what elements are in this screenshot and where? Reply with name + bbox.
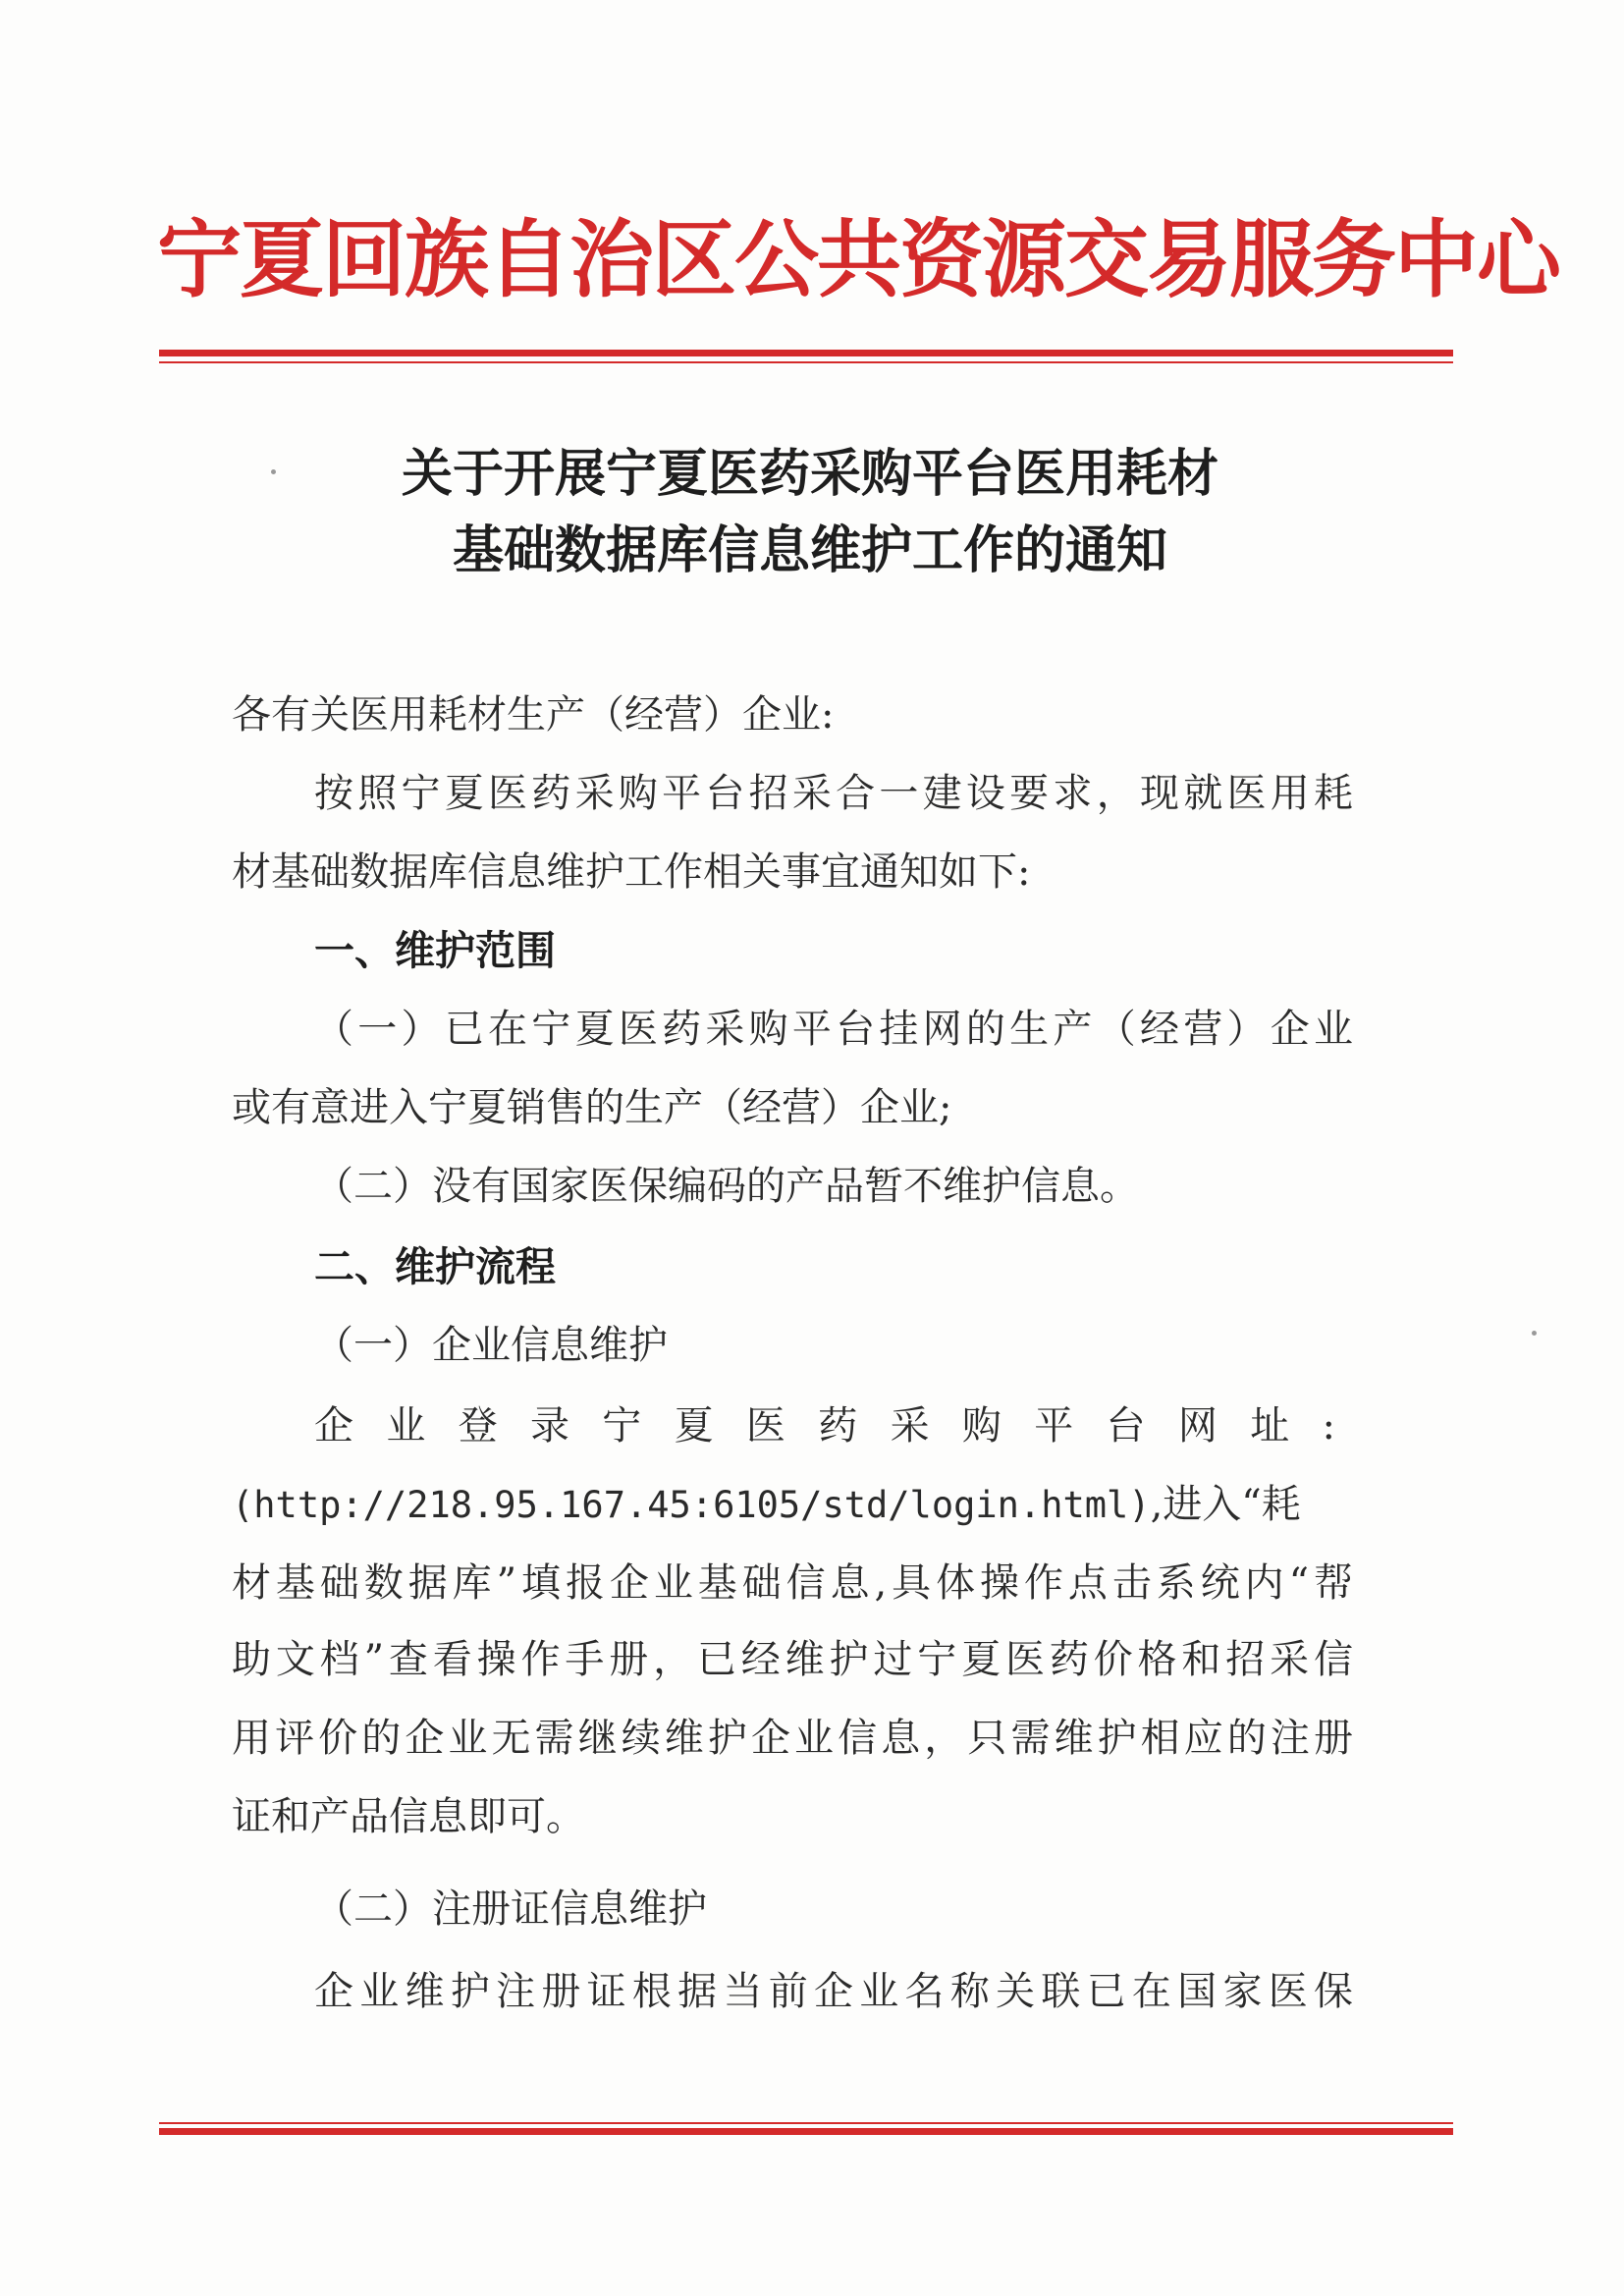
section-2-sub-1-line-2-tail: ,进入“耗 bbox=[1150, 1482, 1301, 1527]
section-2-sub-1-heading: （一）企业信息维护 bbox=[314, 1323, 668, 1368]
intro-line-2: 材基础数据库信息维护工作相关事宜通知如下: bbox=[232, 849, 1031, 895]
section-2-sub-1-line-4: 助文档”查看操作手册，已经维护过宁夏医药价格和招采信 bbox=[232, 1637, 1353, 1682]
section-1-item-1-line-2: 或有意进入宁夏销售的生产（经营）企业; bbox=[232, 1085, 952, 1130]
section-2-heading: 二、维护流程 bbox=[314, 1243, 556, 1290]
section-2-sub-1-line-3: 材基础数据库”填报企业基础信息,具体操作点击系统内“帮 bbox=[232, 1560, 1353, 1606]
masthead-red-rule-thick bbox=[159, 350, 1453, 356]
section-2-sub-1-line-5: 用评价的企业无需继续维护企业信息，只需维护相应的注册 bbox=[232, 1716, 1353, 1761]
section-2-sub-2-heading: （二）注册证信息维护 bbox=[314, 1886, 707, 1932]
scan-speck bbox=[1532, 1331, 1537, 1336]
section-2-sub-1-line-1: 企业登录宁夏医药采购平台网址: bbox=[314, 1403, 1353, 1449]
section-2-sub-2-line-1: 企业维护注册证根据当前企业名称关联已在国家医保 bbox=[314, 1969, 1353, 2014]
platform-url-link[interactable]: (http://218.95.167.45:6105/std/login.html) bbox=[232, 1484, 1151, 1526]
footer-red-rule-thin bbox=[159, 2122, 1453, 2124]
section-1-item-2: （二）没有国家医保编码的产品暂不维护信息。 bbox=[314, 1164, 1139, 1209]
issuing-organization: 宁夏回族自治区公共资源交易服务中心 bbox=[157, 211, 1559, 309]
section-1-heading: 一、维护范围 bbox=[314, 927, 556, 974]
intro-line-1: 按照宁夏医药采购平台招采合一建设要求，现就医用耗 bbox=[314, 771, 1353, 816]
masthead-red-rule-thin bbox=[159, 361, 1453, 363]
notice-title-line-1: 关于开展宁夏医药采购平台医用耗材 bbox=[401, 444, 1218, 504]
section-2-sub-1-line-2 bbox=[232, 1477, 1301, 1533]
notice-title-line-2: 基础数据库信息维护工作的通知 bbox=[452, 520, 1167, 580]
scan-speck bbox=[271, 469, 276, 474]
salutation: 各有关医用耗材生产（经营）企业: bbox=[232, 692, 835, 738]
footer-red-rule-thick bbox=[159, 2128, 1453, 2135]
section-1-item-1-line-1: （一）已在宁夏医药采购平台挂网的生产（经营）企业 bbox=[314, 1007, 1353, 1052]
section-2-sub-1-line-6: 证和产品信息即可。 bbox=[232, 1794, 585, 1839]
